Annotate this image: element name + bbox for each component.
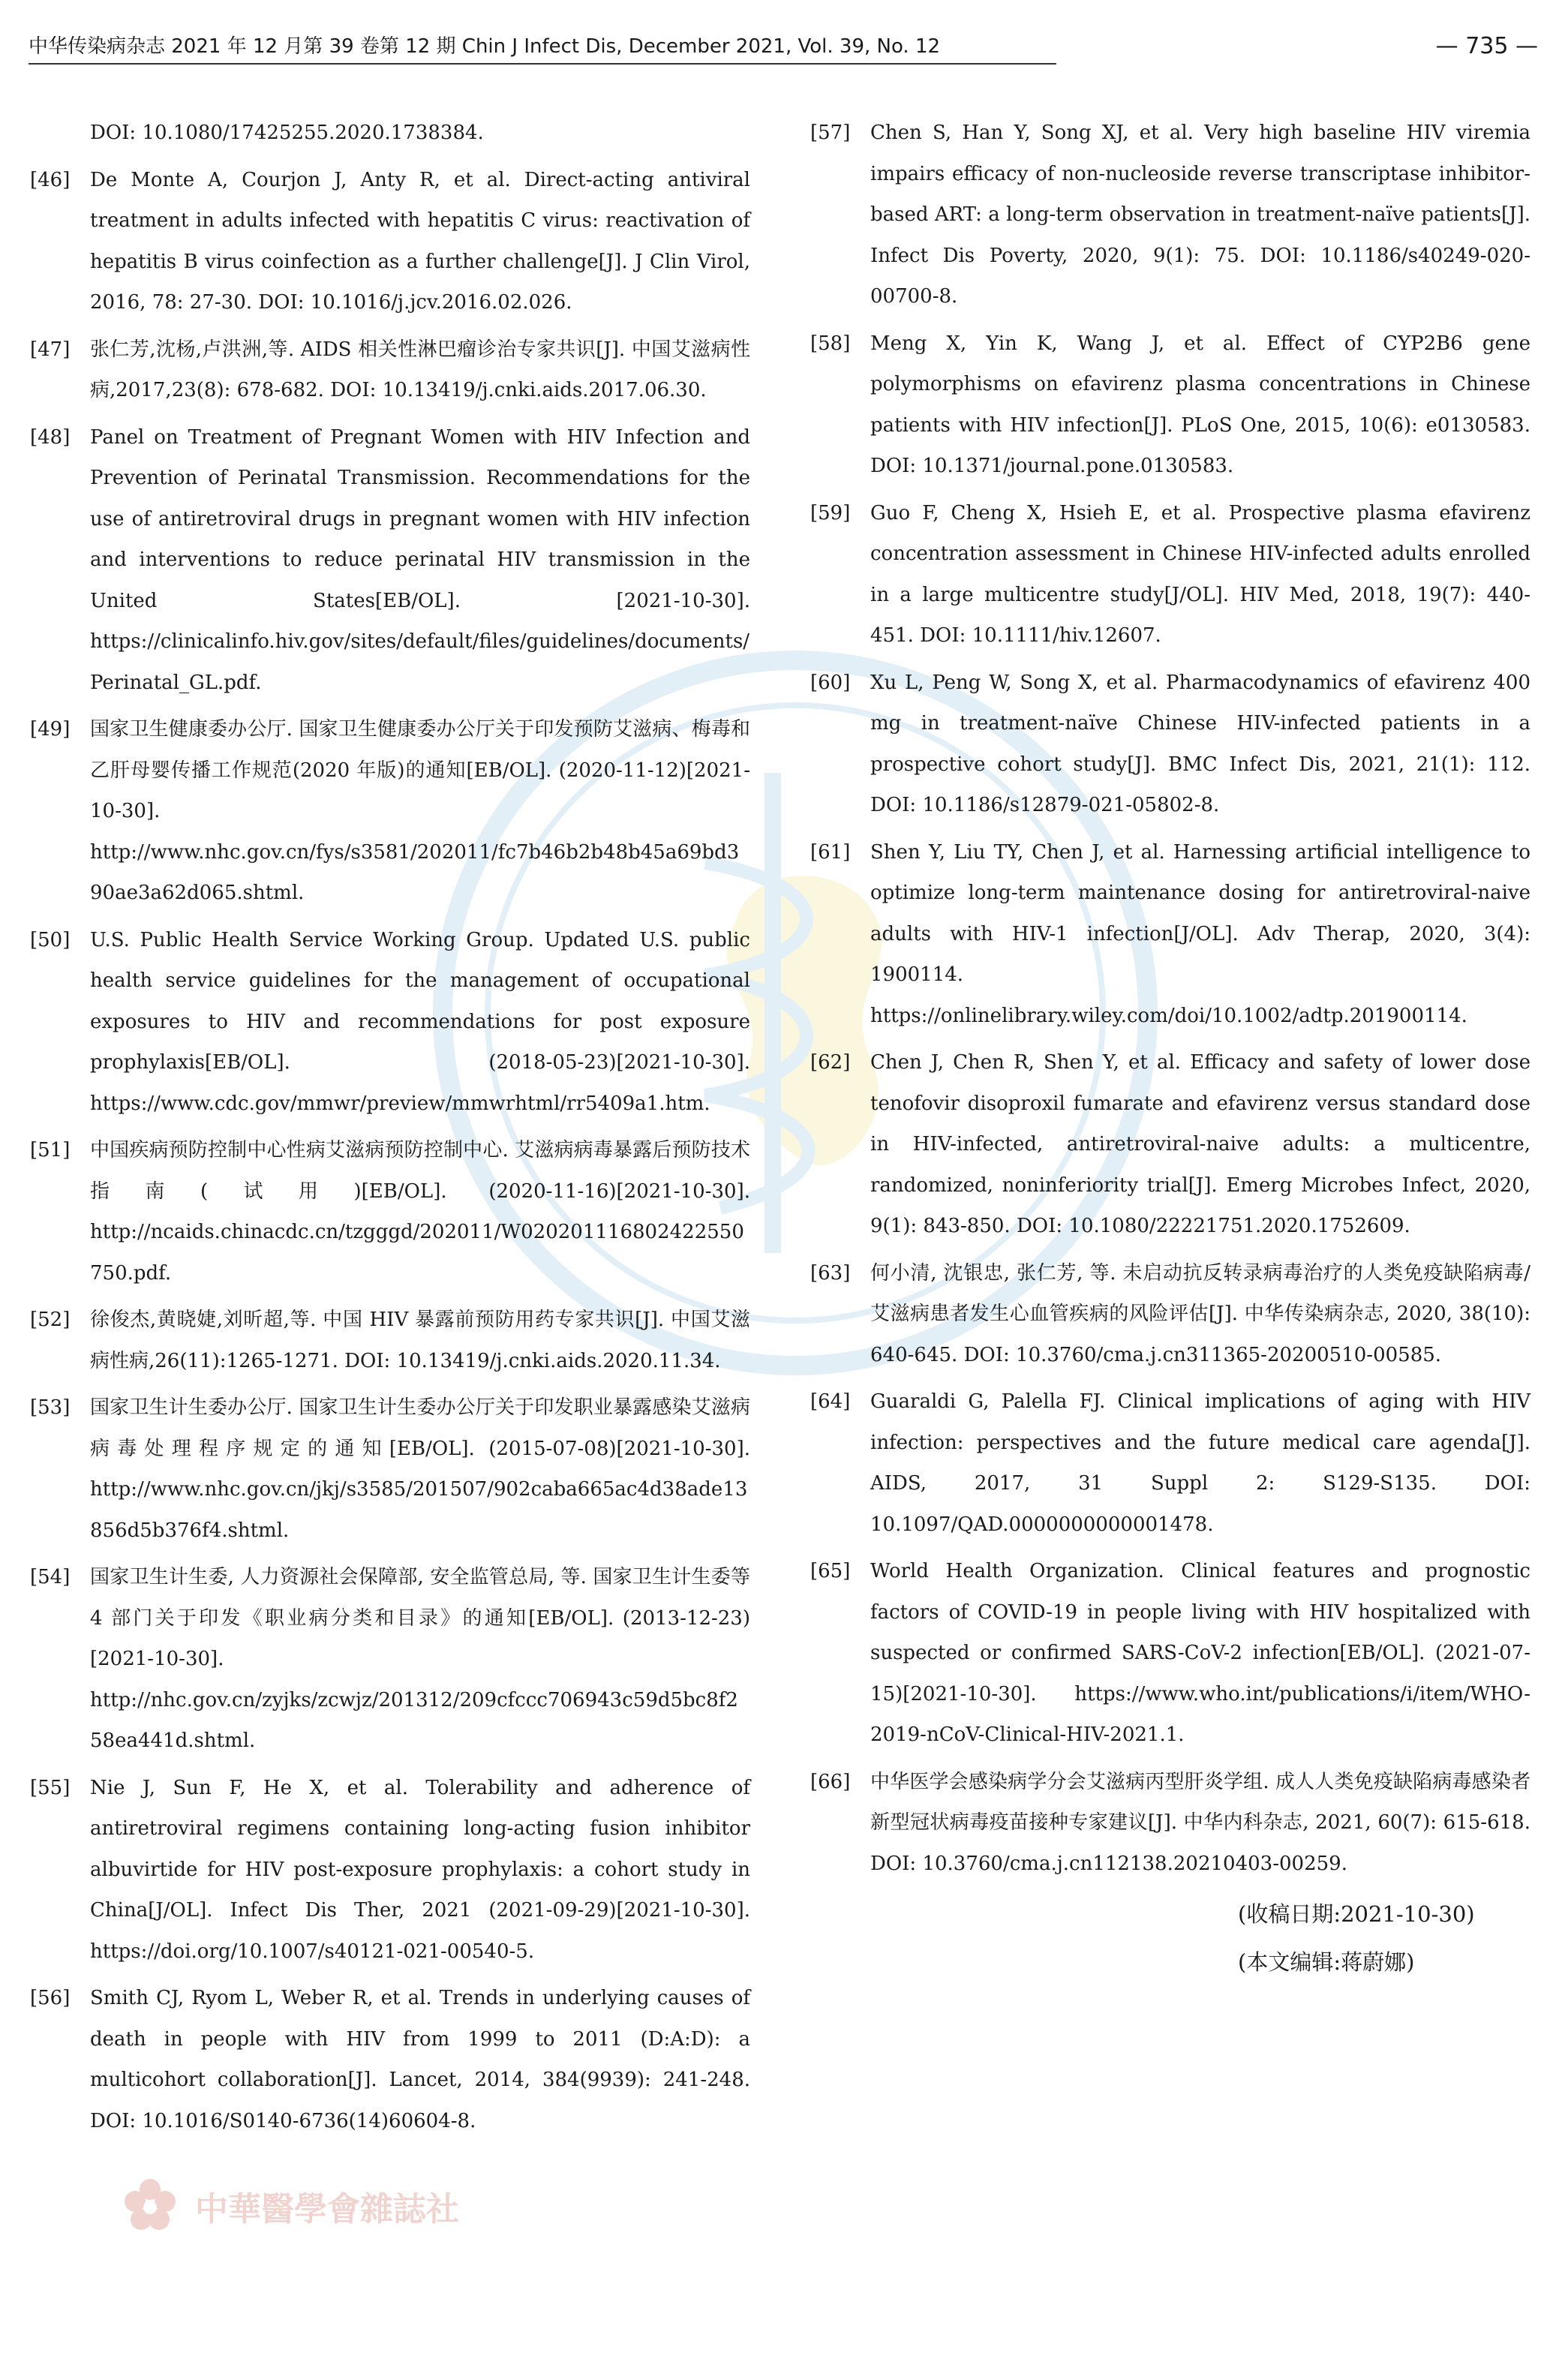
reference-entry <box>30 160 750 323</box>
reference-number: [64] <box>810 1390 851 1413</box>
reference-entry <box>810 1042 1530 1247</box>
reference-number: [61] <box>810 840 851 864</box>
right-column-references <box>810 113 1530 1980</box>
reference-entry <box>30 709 750 914</box>
reference-text: 徐俊杰,黄晓婕,刘昕超,等. 中国 HIV 暴露前预防用药专家共识[J]. 中国艾滋病性病,26(11):1265-1271. DOI: 10.13419/j.cnki.aids.2020.11.34. <box>90 1309 750 1372</box>
reference-entry <box>30 1557 750 1762</box>
reference-text: Shen Y, Liu TY, Chen J, et al. Harnessing artificial intelligence to optimize long-term maintenance dosing for antiretroviral-naive adults with HIV-1 infection[J/OL]. Adv Therap, 2020, 3(4): 1900114. https://onlinelibrary.wiley.com/doi/10.1002/adtp.201900114. <box>870 840 1530 1027</box>
reference-text: U.S. Public Health Service Working Group. Updated U.S. public health service guidelines for the management of occupational exposures to HIV and recommendations for post exposure prophylaxis[EB/OL]. (2018-05-23)[2021-10-30]. https://www.cdc.gov/mmwr/preview/mmwrhtml/rr5409a1.htm. <box>90 928 750 1115</box>
reference-number: [47] <box>30 338 71 361</box>
reference-number: [55] <box>30 1776 71 1799</box>
reference-text: De Monte A, Courjon J, Anty R, et al. Direct-acting antiviral treatment in adults infected with hepatitis C virus: reactivation of hepatitis B virus coinfection as a further challenge[J]. J Clin Virol, 2016, 78: 27-30. DOI: 10.1016/j.jcv.2016.02.026. <box>90 168 750 314</box>
reference-number: [60] <box>810 671 851 694</box>
reference-number: [63] <box>810 1261 851 1285</box>
reference-number: [58] <box>810 332 851 355</box>
reference-number: [52] <box>30 1309 71 1331</box>
reference-text: Xu L, Peng W, Song X, et al. Pharmacodynamics of efavirenz 400 mg in treatment-naïve Chinese HIV-infected patients in a prospective cohort study[J]. BMC Infect Dis, 2021, 21(1): 112. DOI: 10.1186/s12879-021-05802-8. <box>870 671 1530 816</box>
reference-entry <box>810 663 1530 826</box>
reference-entry <box>810 1762 1530 1885</box>
reference-entry <box>30 417 750 704</box>
received-date: (收稿日期:2021-10-30) <box>1238 1901 1475 1927</box>
reference-text: Chen J, Chen R, Shen Y, et al. Efficacy and safety of lower dose tenofovir disoproxil fumarate and efavirenz versus standard dose in HIV-infected, antiretroviral-naive adults: a multicentre, randomized, noninferiority trial[J]. Emerg Microbes Infect, 2020, 9(1): 843-850. DOI: 10.1080/22221751.2020.1752609. <box>870 1051 1530 1237</box>
page-header <box>29 29 1538 65</box>
reference-number: [49] <box>30 718 71 741</box>
reference-text: Guaraldi G, Palella FJ. Clinical implications of aging with HIV infection: perspectives and the future medical care agenda[J]. AIDS, 2017, 31 Suppl 2: S129-S135. DOI: 10.1097/QAD.0000000000001478. <box>870 1390 1530 1536</box>
journal-citation-line: 中华传染病杂志 2021 年 12 月第 39 卷第 12 期 Chin J Infect Dis, December 2021, Vol. 39, No. 12 <box>29 35 941 58</box>
publisher-name: 中華醫學會雜誌社 <box>195 2190 459 2228</box>
publisher-flower-icon <box>120 2176 180 2236</box>
reference-entry <box>30 920 750 1125</box>
reference-entry <box>810 832 1530 1037</box>
reference-number: [59] <box>810 501 851 524</box>
reference-text: 国家卫生计生委办公厅. 国家卫生计生委办公厅关于印发职业暴露感染艾滋病病毒处理程序规定的通知[EB/OL]. (2015-07-08)[2021-10-30]. http://www.nhc.gov.cn/jkj/s3585/201507/902caba665ac4d38ade13856d5b376f4.shtml. <box>90 1396 750 1542</box>
reference-entry <box>30 1768 750 1973</box>
reference-entry <box>810 493 1530 657</box>
reference-number: [57] <box>810 122 851 144</box>
reference-number: [62] <box>810 1051 851 1074</box>
reference-entry <box>810 113 1530 317</box>
reference-text: World Health Organization. Clinical features and prognostic factors of COVID-19 in people living with HIV hospitalized with suspected or confirmed SARS-CoV-2 infection[EB/OL]. (2021-07-15)[2021-10-30]. https://www.who.int/publications/i/item/WHO-2019-nCoV-Clinical-HIV-2021.1. <box>870 1560 1530 1746</box>
page-number: — 735 — <box>1435 33 1538 59</box>
reference-text: Guo F, Cheng X, Hsieh E, et al. Prospective plasma efavirenz concentration assessment in Chinese HIV-infected adults enrolled in a large multicentre study[J/OL]. HIV Med, 2018, 19(7): 440-451. DOI: 10.1111/hiv.12607. <box>870 501 1530 647</box>
reference-number: [66] <box>810 1770 851 1793</box>
reference-number: [53] <box>30 1396 71 1419</box>
reference-entry <box>30 1978 750 2141</box>
header-rule <box>29 63 1056 65</box>
reference-text: 中国疾病预防控制中心性病艾滋病预防控制中心. 艾滋病病毒暴露后预防技术指南(试用)[EB/OL]. (2020-11-16)[2021-10-30]. http://ncaids.chinacdc.cn/tzgggd/202011/W020201116802422550750.pdf. <box>90 1139 750 1285</box>
reference-number: [50] <box>30 928 71 951</box>
reference-entry <box>30 329 750 411</box>
publisher-logo <box>120 2172 735 2240</box>
reference-text: Chen S, Han Y, Song XJ, et al. Very high baseline HIV viremia impairs efficacy of non-nucleoside reverse transcriptase inhibitor-based ART: a long-term observation in treatment-naïve patients[J]. Infect Dis Poverty, 2020, 9(1): 75. DOI: 10.1186/s40249-020-00700-8. <box>870 122 1530 308</box>
reference-text: Nie J, Sun F, He X, et al. Tolerability and adherence of antiretroviral regimens containing long-acting fusion inhibitor albuvirtide for HIV post-exposure prophylaxis: a cohort study in China[J/OL]. Infect Dis Ther, 2021 (2021-09-29)[2021-10-30]. https://doi.org/10.1007/s40121-021-00540-5. <box>90 1776 750 1963</box>
reference-text: 国家卫生健康委办公厅. 国家卫生健康委办公厅关于印发预防艾滋病、梅毒和乙肝母婴传播工作规范(2020 年版)的通知[EB/OL]. (2020-11-12)[2021-10-30]. http://www.nhc.gov.cn/fys/s3581/202011/fc7b46b2b48b45a69bd390ae3a62d065.shtml. <box>90 718 750 904</box>
reference-number: [54] <box>30 1566 71 1588</box>
reference-text: Meng X, Yin K, Wang J, et al. Effect of CYP2B6 gene polymorphisms on efavirenz plasma concentrations in Chinese patients with HIV infection[J]. PLoS One, 2015, 10(6): e0130583. DOI: 10.1371/journal.pone.0130583. <box>870 332 1530 477</box>
reference-text: 中华医学会感染病学分会艾滋病丙型肝炎学组. 成人人类免疫缺陷病毒感染者新型冠状病毒疫苗接种专家建议[J]. 中华内科杂志, 2021, 60(7): 615-618. DOI: 10.3760/cma.j.cn112138.20210403-00259. <box>870 1770 1530 1875</box>
reference-entry <box>810 1381 1530 1545</box>
reference-text: Panel on Treatment of Pregnant Women with HIV Infection and Prevention of Perinatal Transmission. Recommendations for the use of antiretroviral drugs in pregnant women with HIV infection and interventions to reduce perinatal HIV transmission in the United States[EB/OL]. [2021-10-30]. https://clinicalinfo.hiv.gov/sites/default/files/guidelines/documents/Perinatal_GL.pdf. <box>90 425 750 694</box>
reference-number: [51] <box>30 1139 71 1161</box>
reference-entry <box>810 1551 1530 1756</box>
reference-number: [56] <box>30 1987 71 2009</box>
reference-number: [65] <box>810 1560 851 1582</box>
editor-credit: (本文编辑:蒋蔚娜) <box>1238 1949 1415 1975</box>
reference-text: 何小清, 沈银忠, 张仁芳, 等. 未启动抗反转录病毒治疗的人类免疫缺陷病毒/艾滋病患者发生心血管疾病的风险评估[J]. 中华传染病杂志, 2020, 38(10): 640-645. DOI: 10.3760/cma.j.cn311365-20200510-00585. <box>870 1261 1530 1366</box>
reference-number: [46] <box>30 168 71 191</box>
reference-entry <box>30 1300 750 1381</box>
reference-entry <box>810 1253 1530 1376</box>
reference-text: Smith CJ, Ryom L, Weber R, et al. Trends in underlying causes of death in people with HIV from 1999 to 2011 (D:A:D): a multicohort collaboration[J]. Lancet, 2014, 384(9939): 241-248. DOI: 10.1016/S0140-6736(14)60604-8. <box>90 1987 750 2132</box>
reference-number: [48] <box>30 425 71 449</box>
reference-entry <box>30 1130 750 1294</box>
reference-entry <box>810 323 1530 487</box>
reference-entry <box>30 1387 750 1551</box>
reference-text: 张仁芳,沈杨,卢洪洲,等. AIDS 相关性淋巴瘤诊治专家共识[J]. 中国艾滋病性病,2017,23(8): 678-682. DOI: 10.13419/j.cnki.aids.2017.06.30. <box>90 338 750 401</box>
reference-entry: DOI: 10.1080/17425255.2020.1738384. <box>90 122 484 144</box>
reference-text: 国家卫生计生委, 人力资源社会保障部, 安全监管总局, 等. 国家卫生计生委等 4 部门关于印发《职业病分类和目录》的通知[EB/OL]. (2013-12-23)[2021-10-30]. http://nhc.gov.cn/zyjks/zcwjz/201312/209cfccc706943c59d5bc8f258ea441d.shtml. <box>90 1566 750 1752</box>
left-column-references <box>30 113 750 2147</box>
